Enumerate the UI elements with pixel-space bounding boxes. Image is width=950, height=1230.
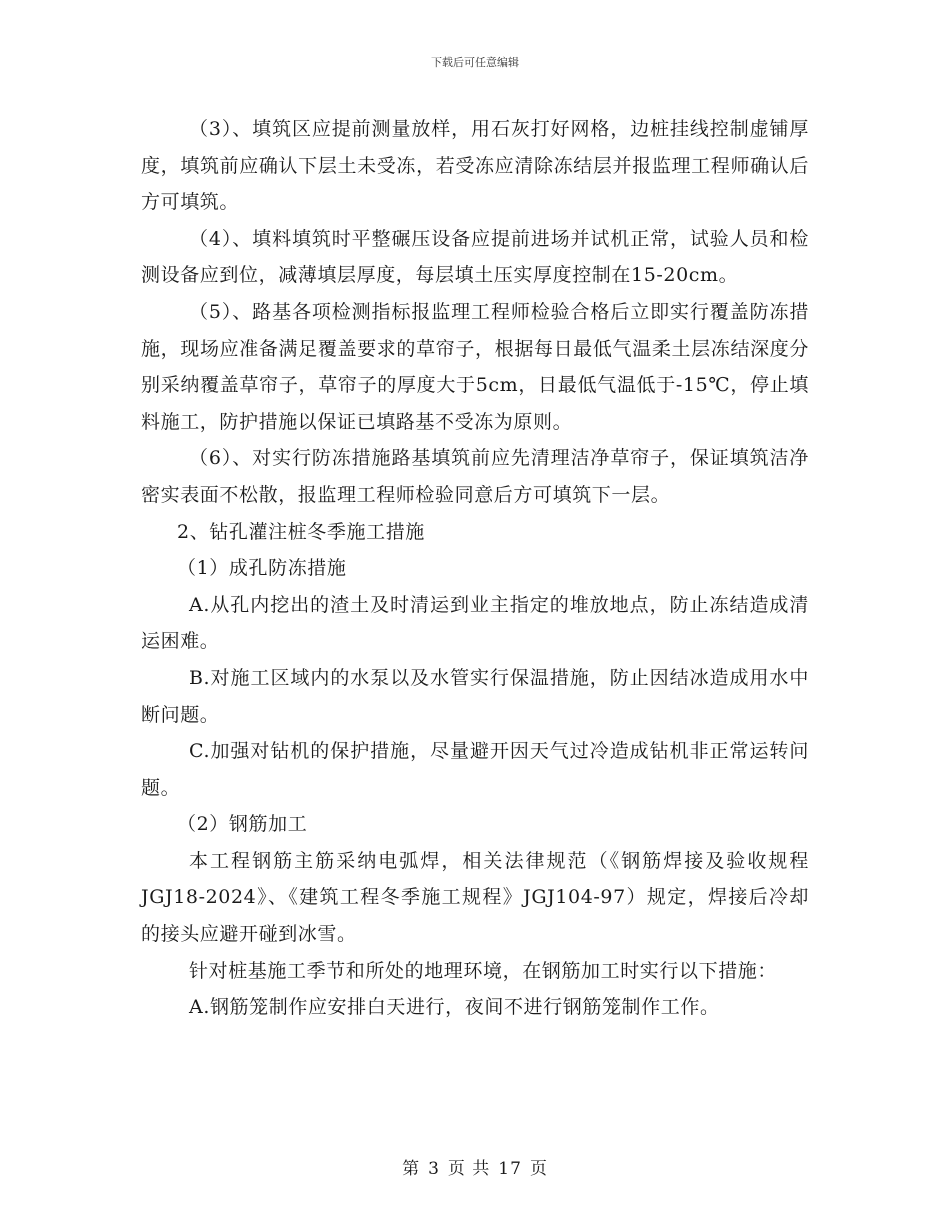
current-page-number: 3 [428,1159,440,1179]
list-item: A.从孔内挖出的渣土及时清运到业主指定的堆放地点，防止冻结造成清运困难。 [141,593,809,653]
document-body [141,111,809,1026]
footer-middle: 页 共 [447,1159,491,1179]
paragraph: 本工程钢筋主筋采纳电弧焊，相关法律规范（《钢筋焊接及验收规程JGJ18-2024》、《建筑工程冬季施工规程》JGJ104-97）规定，焊接后冷却的接头应避开碰到冰雪。 [141,849,809,946]
page-footer [0,1154,950,1179]
paragraph: （3）、填筑区应提前测量放样，用石灰打好网格，边桩挂线控制虚铺厚度，填筑前应确认下层土未受冻，若受冻应清除冻结层并报监理工程师确认后方可填筑。 [141,118,809,214]
paragraph: 针对桩基施工季节和所处的地理环境，在钢筋加工时实行以下措施： [189,959,778,982]
total-pages-number: 17 [498,1159,522,1179]
list-item: B.对施工区域内的水泵以及水管实行保温措施，防止因结冰造成用水中断问题。 [141,666,809,726]
subsection-heading: （1）成孔防冻措施 [177,557,347,580]
header-text: 下载后可任意编辑 [431,56,519,69]
footer-prefix: 第 [402,1159,421,1179]
subsection-heading: （2）钢筋加工 [177,813,308,836]
list-item: C.加强对钻机的保护措施，尽量避开因天气过冷造成钻机非正常运转问题。 [141,740,809,799]
paragraph: （5）、路基各项检测指标报监理工程师检验合格后立即实行覆盖防冻措施，现场应准备满足覆盖要求的草帘子，根据每日最低气温柔土层冻结深度分别采纳覆盖草帘子，草帘子的厚度大于5cm，日最低气温低于-15℃，停止填料施工，防护措施以保证已填路基不受冻为原则。 [141,300,809,433]
page-header [0,54,950,70]
footer-suffix: 页 [529,1159,548,1179]
paragraph: （4）、填料填筑时平整碾压设备应提前进场并试机正常，试验人员和检测设备应到位，减薄填层厚度，每层填土压实厚度控制在15-20cm。 [141,227,809,287]
paragraph: （6）、对实行防冻措施路基填筑前应先清理洁净草帘子，保证填筑洁净密实表面不松散，报监理工程师检验同意后方可填筑下一层。 [141,447,809,506]
section-heading: 2、钻孔灌注桩冬季施工措施 [177,520,425,543]
list-item: A.钢筋笼制作应安排白天进行，夜间不进行钢筋笼制作工作。 [189,996,720,1019]
